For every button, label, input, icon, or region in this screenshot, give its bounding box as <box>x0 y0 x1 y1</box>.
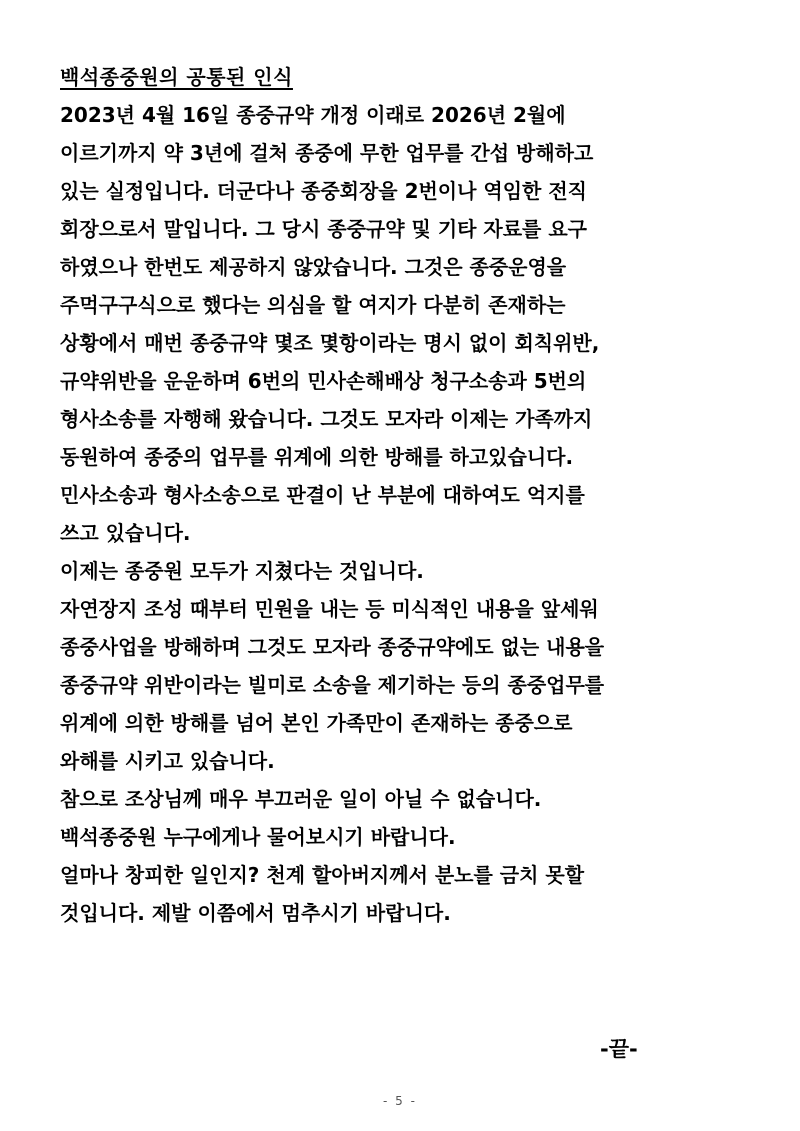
body-line: 형사소송를 자행해 왔습니다. 그것도 모자라 이제는 가족까지 <box>60 407 593 431</box>
body-line: 종중사업을 방해하며 그것도 모자라 종중규약에도 없는 내용을 <box>60 635 605 659</box>
body-line: 얼마나 창피한 일인지? 천계 할아버지께서 분노를 금치 못할 <box>60 863 585 887</box>
body-line: 상황에서 매번 종중규약 몇조 몇항이라는 명시 없이 회칙위반, <box>60 331 600 355</box>
body-line: 규약위반을 운운하며 6번의 민사손해배상 청구소송과 5번의 <box>60 369 587 393</box>
body-line: 회장으로서 말입니다. 그 당시 종중규약 및 기타 자료를 요구 <box>60 217 587 241</box>
body-line: 자연장지 조성 때부터 민원을 내는 등 미식적인 내용을 앞세워 <box>60 597 599 621</box>
body-line: 이르기까지 약 3년에 걸처 종중에 무한 업무를 간섭 방해하고 <box>60 141 594 165</box>
body-line: 하였으나 한번도 제공하지 않았습니다. 그것은 종중운영을 <box>60 255 567 279</box>
body-line: 주먹구구식으로 했다는 의심을 할 여지가 다분히 존재하는 <box>60 293 566 317</box>
page-number: - 5 - <box>383 1094 417 1108</box>
body-line: 참으로 조상님께 매우 부끄러운 일이 아닐 수 없습니다. <box>60 787 542 811</box>
body-line: 것입니다. 제발 이쯤에서 멈추시기 바랍니다. <box>60 901 451 925</box>
body-line: 이제는 종중원 모두가 지쳤다는 것입니다. <box>60 559 424 583</box>
body-line: 와해를 시키고 있습니다. <box>60 749 275 773</box>
body-line: 위계에 의한 방해를 넘어 본인 가족만이 존재하는 종중으로 <box>60 711 573 735</box>
body-line: 백석종중원 누구에게나 물어보시기 바랍니다. <box>60 825 456 849</box>
body-line: 있는 실정입니다. 더군다나 종중회장을 2번이나 역임한 전직 <box>60 179 587 203</box>
body-line: 민사소송과 형사소송으로 판결이 난 부분에 대하여도 억지를 <box>60 483 585 507</box>
body-line: 종중규약 위반이라는 빌미로 소송을 제기하는 등의 종중업무를 <box>60 673 605 697</box>
body-line: 2023년 4월 16일 종중규약 개정 이래로 2026년 2월에 <box>60 103 566 127</box>
body-text <box>60 96 760 932</box>
body-line: 동원하여 종중의 업무를 위계에 의한 방해를 하고있습니다. <box>60 445 574 469</box>
body-line: 쓰고 있습니다. <box>60 521 191 545</box>
end-mark: -끝- <box>600 1037 638 1061</box>
section-heading: 백석종중원의 공통된 인식 <box>60 65 293 89</box>
